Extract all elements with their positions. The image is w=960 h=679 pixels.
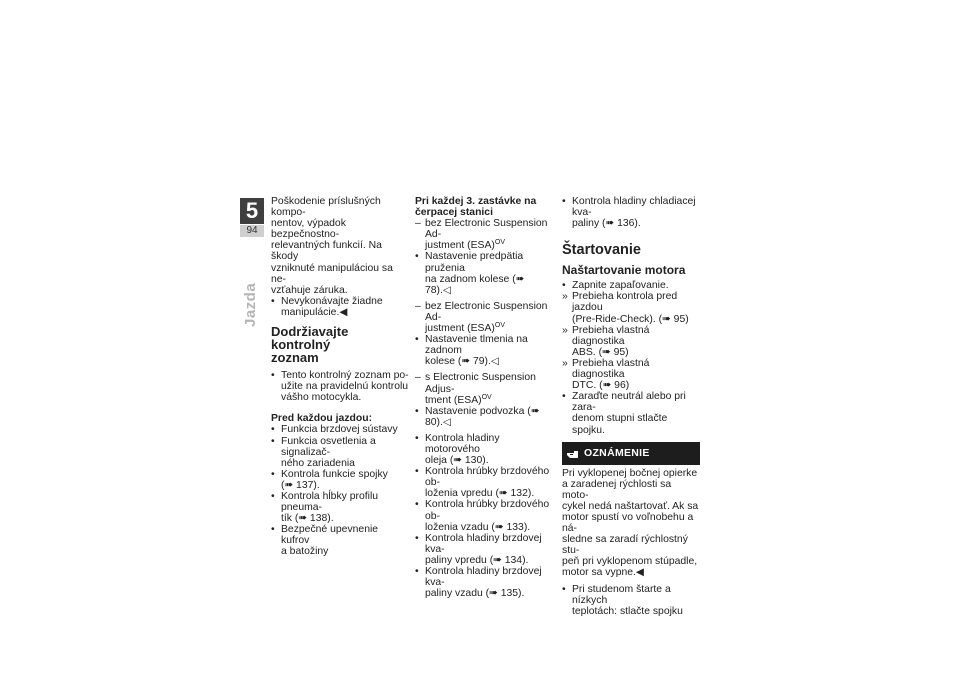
section-heading: Naštartovanie motora — [562, 263, 686, 278]
list-item-text: kolese (➠ 79).◁ — [425, 356, 499, 368]
option-marker: OV — [494, 239, 505, 247]
list-item-text: loženia vzadu (➠ 133). — [425, 521, 531, 533]
intro-line: vzniknuté manipuláciou sa ne- — [271, 262, 393, 285]
notice-label: OZNÁMENIE — [584, 446, 650, 459]
list-item-text: na zadnom kolese (➠ 78).◁ — [425, 273, 525, 296]
list-item-text: Nevykonávajte žiadne — [281, 295, 383, 307]
bullet-marker: • — [271, 524, 275, 536]
list-item-text: Kontrola hĺbky profilu pneuma- — [281, 490, 379, 514]
list-item-text: Kontrola hrúbky brzdového ob- — [425, 499, 550, 522]
column-1 — [271, 196, 409, 558]
list-item — [271, 370, 409, 403]
list-item-text: loženia vpredu (➠ 132). — [425, 488, 535, 500]
bullet-marker: • — [415, 499, 419, 511]
section-heading-line: Pri každej 3. zastávke na — [415, 196, 537, 207]
condition-text: bez Electronic Suspension Ad- — [425, 300, 548, 323]
subheading: Pred každou jazdou: — [271, 413, 373, 425]
step-marker: • — [562, 280, 566, 292]
bullet-marker: • — [562, 583, 566, 595]
list-item — [562, 280, 700, 291]
condition-text — [425, 323, 553, 334]
condition-item — [415, 218, 553, 251]
bullet-marker: • — [271, 468, 275, 480]
list-item-text: paliny vpredu (➠ 134). — [425, 554, 529, 566]
list-item-text: užite na pravidelnú kontrolu — [281, 381, 409, 393]
list-item — [415, 251, 553, 295]
dash-marker: – — [415, 300, 421, 312]
notice-line: motor spustí vo voľnobehu a ná- — [562, 511, 694, 535]
notice-line: cykel nedá naštartovať. Ak sa — [562, 500, 699, 512]
list-item-text: Pri studenom štarte a nízkych — [572, 583, 671, 606]
dash-marker: – — [415, 218, 421, 230]
condition-text: s Electronic Suspension Adjus- — [425, 372, 536, 395]
list-item-text: Nastavenie podvozka (➠ 80).◁ — [425, 405, 540, 428]
list-item-text: Tento kontrolný zoznam po- — [281, 370, 409, 382]
intro-line: vzťahuje záruka. — [271, 284, 348, 296]
list-item — [562, 196, 700, 229]
list-item — [271, 491, 409, 524]
intro-line: nentov, výpadok bezpečnostno- — [271, 218, 346, 241]
list-item-text: teplotách: stlačte spojku — [572, 605, 683, 617]
notice-line: sledne sa zaradí rýchlostný stu- — [562, 534, 688, 557]
bullet-marker: • — [271, 490, 275, 502]
list-item — [415, 499, 553, 532]
list-item — [562, 358, 700, 391]
bullet-marker: • — [415, 405, 419, 417]
list-item — [415, 566, 553, 599]
bullet-marker: • — [271, 424, 275, 436]
notice-banner — [562, 442, 700, 465]
step-marker: » — [562, 324, 568, 336]
bullet-marker: • — [271, 435, 275, 447]
list-item — [562, 391, 700, 435]
condition-text: bez Electronic Suspension Ad- — [425, 218, 548, 241]
bullet-marker: • — [415, 432, 419, 444]
condition-text — [425, 240, 553, 251]
intro-line: Poškodenie príslušných kompo- — [271, 196, 381, 219]
bullet-marker: • — [271, 295, 275, 307]
condition-text: justment (ESA) — [425, 323, 495, 335]
notice-line: Pri vyklopenej bočnej opierke — [562, 467, 698, 479]
list-item-text: Prebieha kontrola pred jazdou — [572, 291, 678, 314]
list-item — [415, 433, 553, 466]
condition-text: justment (ESA) — [425, 240, 495, 252]
bullet-marker: • — [415, 532, 419, 544]
list-item — [271, 524, 409, 557]
list-item-text: Kontrola hladiny brzdovej kva- — [425, 532, 542, 555]
bullet-marker: • — [415, 566, 419, 577]
bullet-marker: • — [562, 196, 566, 207]
list-item-text: Kontrola hrúbky brzdového ob- — [425, 466, 550, 489]
section-heading — [415, 196, 553, 218]
notice-text — [562, 468, 700, 579]
notice-line: a zaradenej rýchlosti sa moto- — [562, 478, 672, 501]
option-marker: OV — [494, 322, 505, 330]
page-number: 94 — [240, 225, 264, 237]
list-item — [271, 436, 409, 469]
section-heading — [271, 325, 409, 364]
condition-item — [415, 372, 553, 405]
list-item — [415, 466, 553, 499]
column-2 — [415, 196, 553, 599]
bullet-marker: • — [415, 334, 419, 346]
notice-line: motor sa vypne.◀ — [562, 567, 644, 579]
list-item-text: denom stupni stlačte spojku. — [572, 413, 668, 436]
list-item-text: paliny vzadu (➠ 135). — [425, 588, 525, 600]
list-item-text: a batožiny — [281, 546, 329, 558]
list-item-text: Kontrola funkcie spojky — [281, 468, 388, 480]
list-item-text: DTC. (➠ 96) — [572, 380, 630, 392]
section-heading-line: zoznam — [271, 350, 319, 366]
list-item — [415, 334, 553, 367]
bullet-marker: • — [271, 370, 275, 382]
intro-paragraph — [271, 196, 409, 296]
list-item-text: Zapnite zapaľovanie. — [572, 280, 669, 292]
list-item-text: Nastavenie predpätia pruženia — [425, 251, 524, 274]
option-marker: OV — [481, 393, 492, 401]
list-item-text: ABS. (➠ 95) — [572, 346, 629, 358]
list-item-text: vášho motocykla. — [281, 392, 362, 404]
list-item-text: Bezpečné upevnenie kufrov — [281, 524, 379, 547]
step-marker: » — [562, 357, 568, 369]
list-item-text: tík (➠ 138). — [281, 513, 334, 525]
dash-marker: – — [415, 372, 421, 384]
list-item-text: Kontrola hladiny chladiacej kva- — [572, 196, 696, 219]
section-heading-line: Dodržiavajte kontrolný — [271, 324, 349, 353]
condition-text: tment (ESA) — [425, 394, 482, 406]
list-item-text: manipulácie.◀ — [281, 306, 348, 318]
notice-line: peň pri vyklopenom stúpadle, — [562, 556, 698, 568]
list-item-text: oleja (➠ 130). — [425, 455, 489, 467]
list-item-text: (Pre-Ride-Check). (➠ 95) — [572, 313, 689, 325]
chapter-section-title: Štartovanie — [562, 242, 641, 259]
list-item-text: Zaraďte neutrál alebo pri zara- — [572, 391, 686, 414]
column-3 — [562, 196, 700, 617]
bullet-marker: • — [415, 466, 419, 478]
list-item — [415, 533, 553, 566]
list-item-text: Prebieha vlastná diagnostika — [572, 324, 650, 347]
intro-line: relevantných funkcií. Na škody — [271, 240, 382, 263]
list-item — [271, 424, 409, 435]
list-item — [562, 325, 700, 358]
step-marker: • — [562, 391, 566, 403]
chapter-title: Jazda — [242, 282, 259, 327]
step-marker: » — [562, 291, 568, 303]
bullet-marker: • — [415, 251, 419, 263]
list-item-text: Prebieha vlastná diagnostika — [572, 357, 650, 381]
list-item — [271, 296, 409, 318]
list-item — [562, 584, 700, 617]
section-heading-line: čerpacej stanici — [415, 207, 493, 219]
list-item — [271, 469, 409, 491]
list-item-text: Funkcia osvetlenia a signalizač- — [281, 435, 376, 458]
list-item-text: Kontrola hladiny motorového — [425, 432, 500, 455]
list-item-text: (➠ 137). — [281, 479, 320, 491]
list-item-text: Nastavenie tlmenia na zadnom — [425, 334, 528, 357]
list-item — [415, 406, 553, 428]
list-item-text: Funkcia brzdovej sústavy — [281, 424, 398, 436]
chapter-number: 5 — [240, 198, 264, 224]
condition-item — [415, 301, 553, 334]
list-item-text: ného zariadenia — [281, 457, 355, 469]
list-item — [562, 291, 700, 324]
list-item-text: Kontrola hladiny brzdovej kva- — [425, 566, 542, 589]
condition-text — [425, 395, 553, 406]
list-item-text: paliny (➠ 136). — [572, 218, 641, 230]
notice-hand-icon — [566, 447, 579, 460]
